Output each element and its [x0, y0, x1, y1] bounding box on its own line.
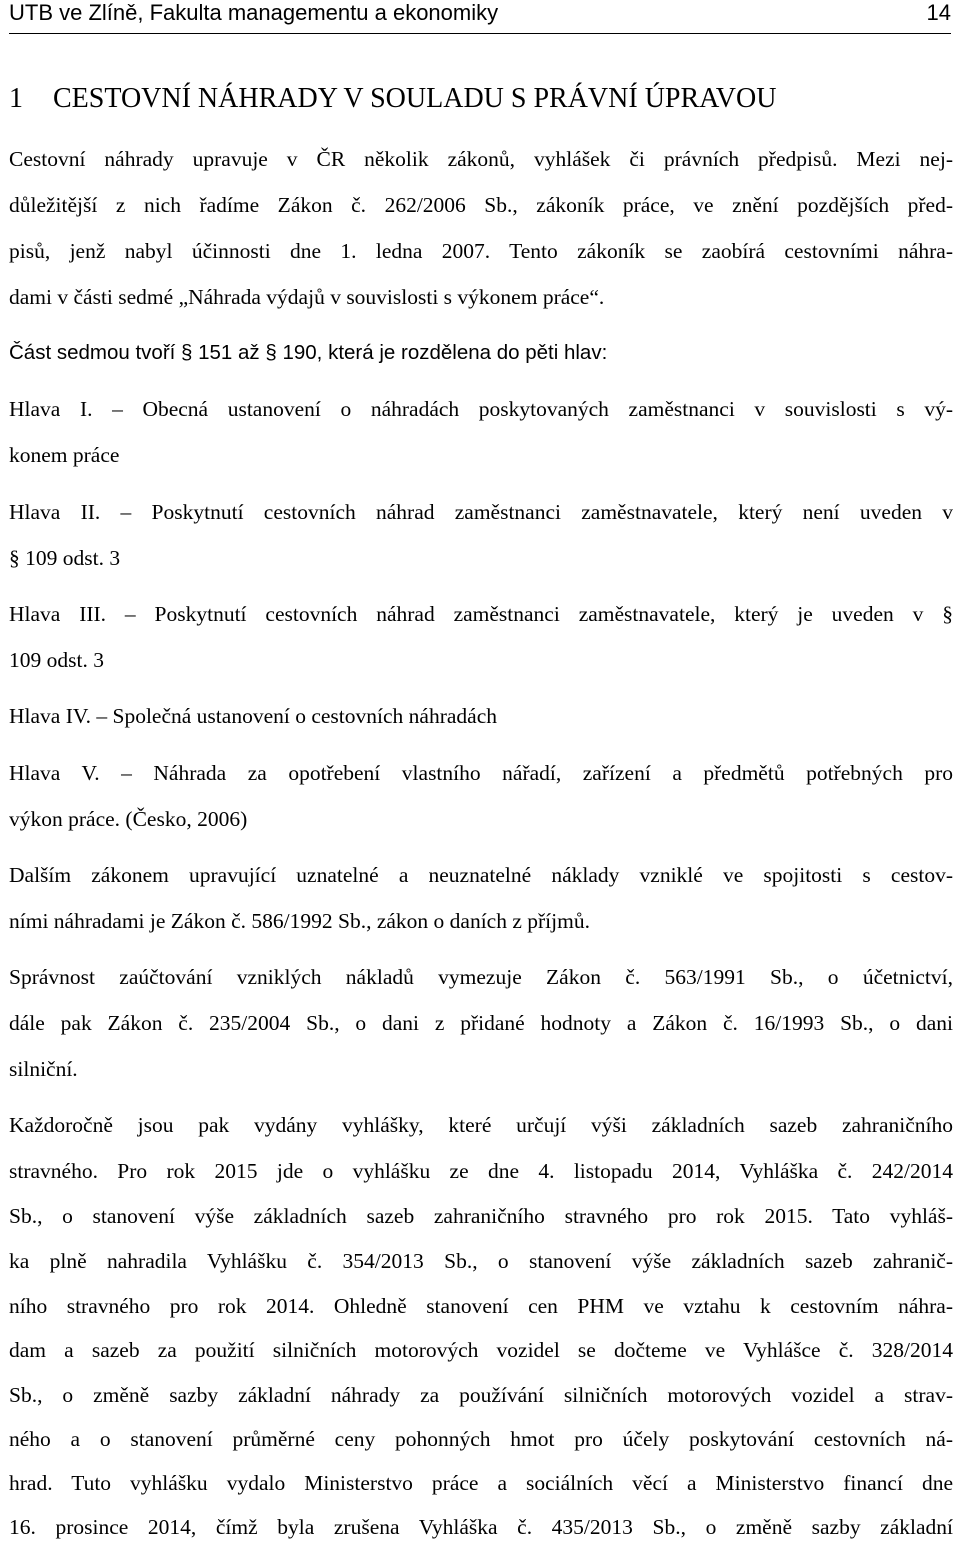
text-line: ka plně nahradila Vyhlášku č. 354/2013 Sb., o stanovení výše základních sazeb zahranič- [9, 1249, 953, 1273]
text-line: Sb., o stanovení výše základních sazeb zahraničního stravného pro rok 2015. Tato vyhláš- [9, 1204, 953, 1228]
header-title: UTB ve Zlíně, Fakulta managementu a ekonomiky [9, 0, 499, 25]
text-line: ného a o stanovení průměrné ceny pohonných hmot pro účely poskytování cestovních ná- [9, 1427, 953, 1451]
chapter-title: CESTOVNÍ NÁHRADY V SOULADU S PRÁVNÍ ÚPRAVOU [53, 83, 777, 114]
text-line: Hlava V. – Náhrada za opotřebení vlastního nářadí, zařízení a předmětů potřebných pro [9, 761, 953, 785]
text-line: výkon práce. (Česko, 2006) [9, 807, 248, 831]
text-line: Hlava IV. – Společná ustanovení o cestovních náhradách [9, 704, 497, 728]
page-number: 14 [926, 0, 951, 25]
text-line: silniční. [9, 1057, 78, 1081]
text-line: Hlava I. – Obecná ustanovení o náhradách poskytovaných zaměstnanci v souvislosti s vý- [9, 397, 953, 421]
text-line: konem práce [9, 443, 120, 467]
text-line: Cestovní náhrady upravuje v ČR několik zákonů, vyhlášek či právních předpisů. Mezi nej- [9, 147, 953, 171]
text-line: stravného. Pro rok 2015 jde o vyhlášku ze dne 4. listopadu 2014, Vyhláška č. 242/2014 [9, 1159, 953, 1183]
text-line: § 109 odst. 3 [9, 546, 121, 570]
text-line: dam a sazeb za použití silničních motorových vozidel se dočteme ve Vyhlášce č. 328/2014 [9, 1338, 953, 1362]
text-line: pisů, jenž nabyl účinnosti dne 1. ledna 2007. Tento zákoník se zaobírá cestovními náhra- [9, 239, 953, 263]
running-header [9, 0, 951, 32]
text-line: Hlava III. – Poskytnutí cestovních náhrad zaměstnanci zaměstnavatele, který je uveden v § [9, 602, 953, 626]
text-line: 16. prosince 2014, čímž byla zrušena Vyhláška č. 435/2013 Sb., o změně sazby základní [9, 1515, 953, 1539]
text-line: Dalším zákonem upravující uznatelné a neuznatelné náklady vzniklé ve spojitosti s cestov- [9, 863, 953, 887]
text-line: ního stravného pro rok 2014. Ohledně stanovení cen PHM ve vztahu k cestovním náhra- [9, 1294, 953, 1318]
text-line: Každoročně jsou pak vydány vyhlášky, které určují výši základních sazeb zahraničního [9, 1113, 953, 1137]
chapter-number: 1 [9, 83, 23, 114]
text-line: dami v části sedmé „Náhrada výdajů v souvislosti s výkonem práce“. [9, 285, 605, 309]
text-line: Správnost zaúčtování vzniklých nákladů vymezuje Zákon č. 563/1991 Sb., o účetnictví, [9, 965, 953, 989]
text-line: 109 odst. 3 [9, 648, 104, 672]
text-line: Hlava II. – Poskytnutí cestovních náhrad zaměstnanci zaměstnavatele, který není uveden v [9, 500, 953, 524]
text-line: důležitější z nich řadíme Zákon č. 262/2006 Sb., zákoník práce, ve znění pozdějších před- [9, 193, 953, 217]
header-rule [9, 33, 951, 34]
text-line: Část sedmou tvoří § 151 až § 190, která je rozdělena do pěti hlav: [9, 341, 608, 364]
text-line: ními náhradami je Zákon č. 586/1992 Sb., zákon o daních z příjmů. [9, 909, 590, 933]
text-line: hrad. Tuto vyhlášku vydalo Ministerstvo práce a sociálních věcí a Ministerstvo financí dne [9, 1471, 953, 1495]
text-line: dále pak Zákon č. 235/2004 Sb., o dani z přidané hodnoty a Zákon č. 16/1993 Sb., o dani [9, 1011, 953, 1035]
text-line: Sb., o změně sazby základní náhrady za používání silničních motorových vozidel a strav- [9, 1383, 953, 1407]
chapter-heading [9, 82, 776, 116]
